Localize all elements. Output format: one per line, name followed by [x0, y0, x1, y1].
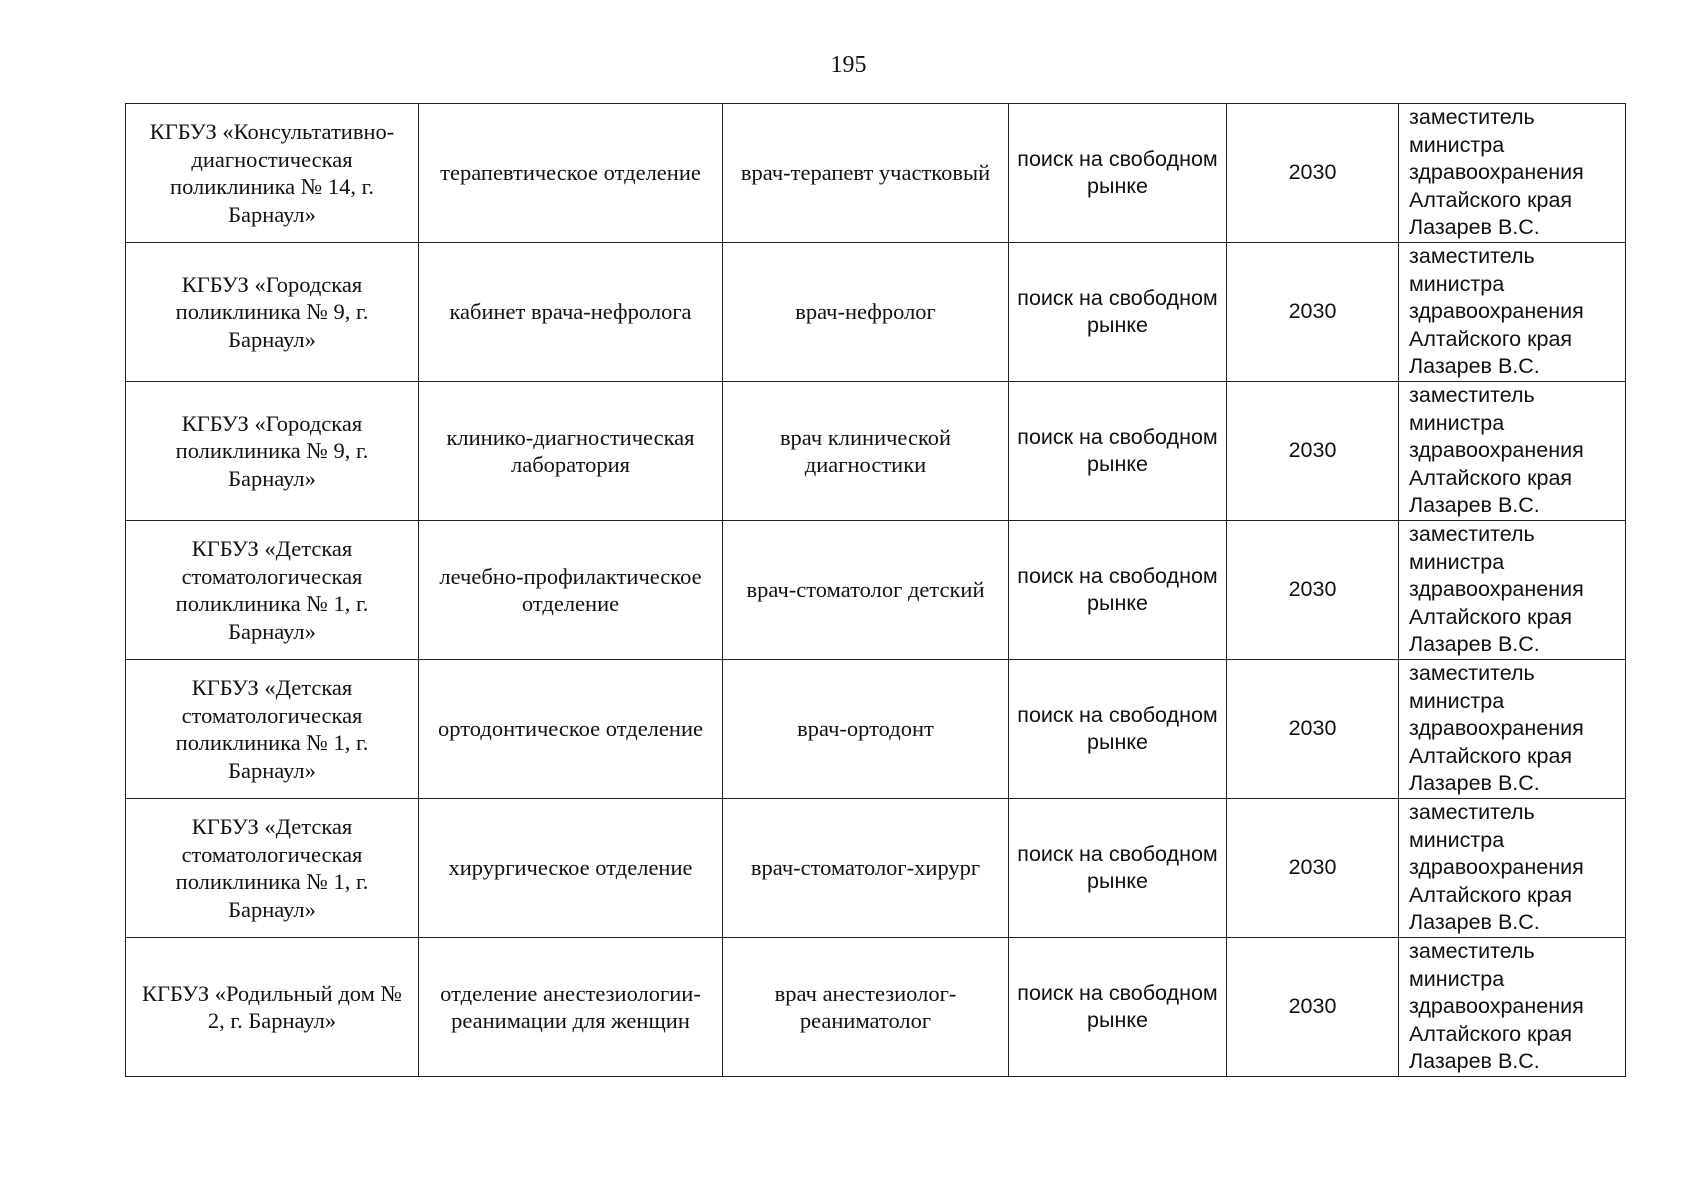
year-cell: 2030: [1227, 799, 1399, 938]
year-cell: 2030: [1227, 104, 1399, 243]
responsible-cell: [1399, 104, 1626, 243]
responsible-line: заместитель: [1409, 244, 1535, 269]
year-cell: 2030: [1227, 521, 1399, 660]
organization-cell: КГБУЗ «Консультативно-диагностическая поликлиника № 14, г. Барнаул»: [126, 104, 419, 243]
position-cell: врач-стоматолог детский: [723, 521, 1009, 660]
method-cell: поиск на свободном рынке: [1009, 521, 1227, 660]
table-row: [126, 521, 1626, 660]
responsible-line: Лазарев В.С.: [1409, 493, 1540, 518]
responsible-cell: [1399, 660, 1626, 799]
responsible-cell: [1399, 521, 1626, 660]
responsible-line: здравоохранения: [1409, 716, 1584, 741]
responsible-line: Лазарев В.С.: [1409, 1049, 1540, 1074]
responsible-line: Лазарев В.С.: [1409, 354, 1540, 379]
department-cell: отделение анестезиологии-реанимации для женщин: [419, 938, 723, 1077]
department-cell: хирургическое отделение: [419, 799, 723, 938]
responsible-line: министра: [1409, 827, 1505, 852]
responsible-line: здравоохранения: [1409, 160, 1584, 185]
year-cell: 2030: [1227, 660, 1399, 799]
department-cell: кабинет врача-нефролога: [419, 243, 723, 382]
responsible-line: Алтайского края: [1409, 604, 1573, 629]
method-cell: поиск на свободном рынке: [1009, 799, 1227, 938]
responsible-line: здравоохранения: [1409, 577, 1584, 602]
organization-cell: КГБУЗ «Детская стоматологическая поликлиника № 1, г. Барнаул»: [126, 799, 419, 938]
responsible-line: Алтайского края: [1409, 743, 1573, 768]
page-number: 195: [830, 52, 867, 78]
responsible-cell: [1399, 243, 1626, 382]
responsible-line: Алтайского края: [1409, 465, 1573, 490]
responsible-line: заместитель: [1409, 939, 1535, 964]
responsible-line: здравоохранения: [1409, 994, 1584, 1019]
organization-cell: КГБУЗ «Детская стоматологическая поликлиника № 1, г. Барнаул»: [126, 660, 419, 799]
department-cell: терапевтическое отделение: [419, 104, 723, 243]
position-cell: врач-ортодонт: [723, 660, 1009, 799]
responsible-line: Алтайского края: [1409, 326, 1573, 351]
position-cell: врач-терапевт участковый: [723, 104, 1009, 243]
organization-cell: КГБУЗ «Родильный дом № 2, г. Барнаул»: [126, 938, 419, 1077]
method-cell: поиск на свободном рынке: [1009, 243, 1227, 382]
responsible-line: министра: [1409, 549, 1505, 574]
method-cell: поиск на свободном рынке: [1009, 938, 1227, 1077]
table-row: [126, 243, 1626, 382]
responsible-line: заместитель: [1409, 105, 1535, 130]
responsible-line: Лазарев В.С.: [1409, 910, 1540, 935]
responsible-line: заместитель: [1409, 661, 1535, 686]
table-row: [126, 660, 1626, 799]
responsible-line: Алтайского края: [1409, 187, 1573, 212]
responsible-line: министра: [1409, 271, 1505, 296]
responsible-line: Лазарев В.С.: [1409, 632, 1540, 657]
responsible-line: заместитель: [1409, 800, 1535, 825]
responsible-cell: [1399, 382, 1626, 521]
method-cell: поиск на свободном рынке: [1009, 104, 1227, 243]
year-cell: 2030: [1227, 243, 1399, 382]
department-cell: лечебно-профилактическое отделение: [419, 521, 723, 660]
department-cell: клинико-диагностическая лаборатория: [419, 382, 723, 521]
position-cell: врач-нефролог: [723, 243, 1009, 382]
organization-cell: КГБУЗ «Городская поликлиника № 9, г. Барнаул»: [126, 243, 419, 382]
responsible-line: министра: [1409, 132, 1505, 157]
organization-cell: КГБУЗ «Детская стоматологическая поликлиника № 1, г. Барнаул»: [126, 521, 419, 660]
method-cell: поиск на свободном рынке: [1009, 660, 1227, 799]
responsible-cell: [1399, 799, 1626, 938]
table-row: [126, 938, 1626, 1077]
responsible-line: Алтайского края: [1409, 882, 1573, 907]
responsible-cell: [1399, 938, 1626, 1077]
responsible-line: Лазарев В.С.: [1409, 771, 1540, 796]
responsible-line: Алтайского края: [1409, 1021, 1573, 1046]
responsible-line: заместитель: [1409, 383, 1535, 408]
responsible-line: заместитель: [1409, 522, 1535, 547]
table-row: [126, 104, 1626, 243]
staffing-table: [125, 103, 1626, 1077]
responsible-line: здравоохранения: [1409, 438, 1584, 463]
department-cell: ортодонтическое отделение: [419, 660, 723, 799]
responsible-line: министра: [1409, 410, 1505, 435]
position-cell: врач клинической диагностики: [723, 382, 1009, 521]
responsible-line: здравоохранения: [1409, 299, 1584, 324]
responsible-line: министра: [1409, 688, 1505, 713]
year-cell: 2030: [1227, 382, 1399, 521]
table-body: [126, 104, 1626, 1077]
responsible-line: Лазарев В.С.: [1409, 215, 1540, 240]
organization-cell: КГБУЗ «Городская поликлиника № 9, г. Барнаул»: [126, 382, 419, 521]
position-cell: врач анестезиолог-реаниматолог: [723, 938, 1009, 1077]
method-cell: поиск на свободном рынке: [1009, 382, 1227, 521]
position-cell: врач-стоматолог-хирург: [723, 799, 1009, 938]
table-row: [126, 799, 1626, 938]
responsible-line: здравоохранения: [1409, 855, 1584, 880]
year-cell: 2030: [1227, 938, 1399, 1077]
responsible-line: министра: [1409, 966, 1505, 991]
table-row: [126, 382, 1626, 521]
